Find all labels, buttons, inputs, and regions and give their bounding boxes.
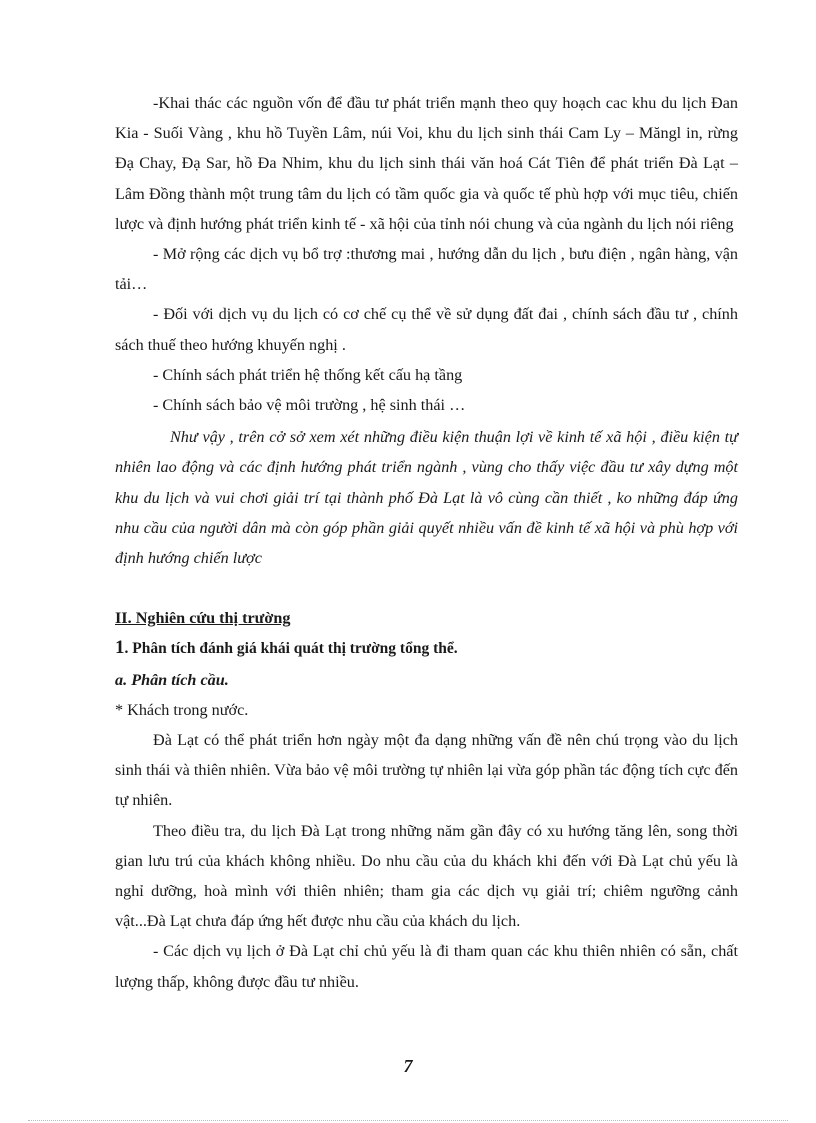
list-item-policy: - Đối với dịch vụ du lịch có cơ chế cụ thể về sử dụng đất đai , chính sách đầu tư , chính sách thuế theo hướng khuyến nghị . bbox=[115, 305, 738, 354]
paragraph-services: - Các dịch vụ lịch ở Đà Lạt chỉ chủ yếu là đi tham quan các khu thiên nhiên có sẵn, chất lượng thấp, không được đầu tư nhiều. bbox=[115, 942, 738, 991]
list-item-environment: - Chính sách bảo vệ môi trường , hệ sinh thái … bbox=[153, 396, 466, 415]
page-bottom-divider bbox=[28, 1120, 788, 1121]
section-heading: II. Nghiên cứu thị trường bbox=[115, 609, 291, 628]
domestic-label: * Khách trong nước. bbox=[115, 700, 249, 719]
subsubsection-heading: a. Phân tích cầu. bbox=[115, 670, 229, 689]
subsection-heading bbox=[115, 633, 738, 664]
list-item-services: - Mở rộng các dịch vụ bổ trợ :thương mai , hướng dẫn du lịch , bưu điện , ngân hàng, vận tải… bbox=[115, 245, 738, 294]
conclusion-paragraph: Như vậy , trên cở sở xem xét những điều kiện thuận lợi về kinh tế xã hội , điều kiện tự nhiên lao động và các định hướng phát triển ngành , vùng cho thấy việc đầu tư xây dựng một khu du lịch và vui chơi giải trí tại thành phố Đà Lạt là vô cùng cần thiết , ko những đáp ứng nhu cầu của người dân mà còn góp phần giải quyết nhiều vấn đề kinh tế xã hội và phù hợp với định hướng chiến lược bbox=[115, 428, 738, 568]
subsection-number: 1 bbox=[115, 637, 125, 659]
subsection-title: . Phân tích đánh giá khái quát thị trường tổng thể. bbox=[124, 640, 458, 658]
page-content bbox=[115, 88, 738, 997]
list-item-infrastructure: - Chính sách phát triển hệ thống kết cấu hạ tầng bbox=[153, 365, 463, 384]
paragraph-investment: -Khai thác các nguồn vốn để đầu tư phát triển mạnh theo quy hoạch cac khu du lịch Đan Kia - Suối Vàng , khu hồ Tuyền Lâm, núi Voi, khu du lịch sinh thái Cam Ly – Măngl in, rừng Đạ Chay, Đạ Sar, hồ Đa Nhim, khu du lịch sinh thái văn hoá Cát Tiên để phát triển Đà Lạt – Lâm Đồng thành một trung tâm du lịch có tầm quốc gia và quốc tế phù hợp với mục tiêu, chiến lược và định hướng phát triển kinh tế - xã hội của tỉnh nói chung và của ngành du lịch nói riêng bbox=[115, 94, 738, 233]
page-number: 7 bbox=[403, 1056, 413, 1076]
paragraph-survey: Theo điều tra, du lịch Đà Lạt trong những năm gần đây có xu hướng tăng lên, song thời gian lưu trú của khách không nhiều. Do nhu cầu của du khách khi đến với Đà Lạt chủ yếu là nghỉ dưỡng, hoà mình với thiên nhiên; tham gia các dịch vụ giải trí; chiêm ngưỡng cảnh vật...Đà Lạt chưa đáp ứng hết được nhu cầu của khách du lịch. bbox=[115, 821, 738, 931]
paragraph-ecotourism: Đà Lạt có thể phát triển hơn ngày một đa dạng những vấn đề nên chú trọng vào du lịch sinh thái và thiên nhiên. Vừa bảo vệ môi trường tự nhiên lại vừa góp phần tác động tích cực đến tự nhiên. bbox=[115, 731, 738, 810]
